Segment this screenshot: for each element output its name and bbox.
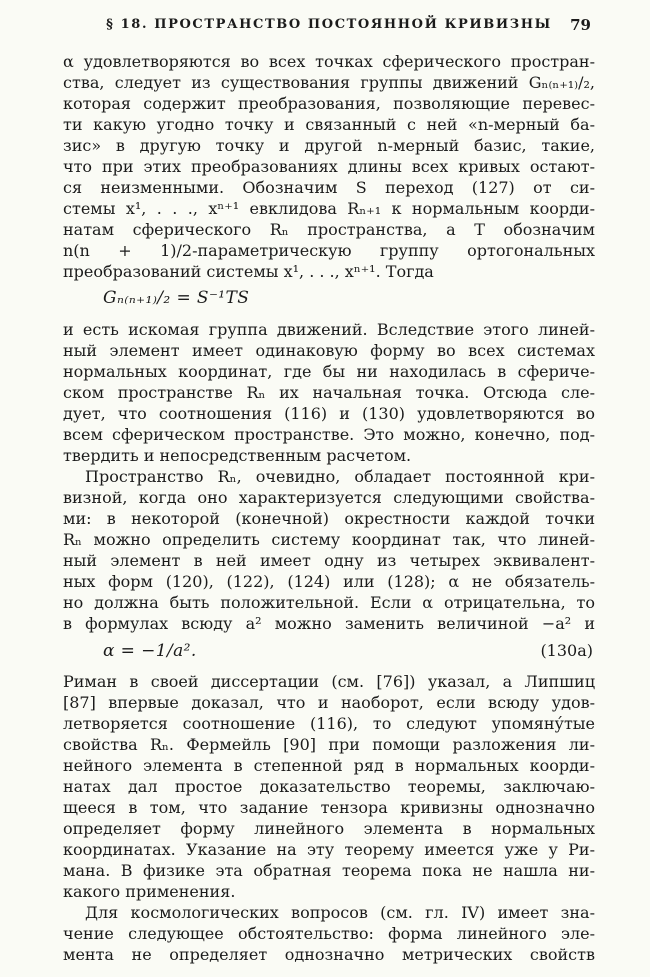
text-line: дует, что соотношения (116) и (130) удовлетворяются во xyxy=(63,404,595,423)
text-line: зис» в другую точку и другой n-мерный базис, такие, xyxy=(63,136,595,155)
text-line: чение следующее обстоятельство: форма линейного эле- xyxy=(63,924,595,943)
paragraph xyxy=(63,671,595,902)
text-line: нейного элемента в степенной ряд в нормальных коорди- xyxy=(63,756,595,775)
paragraph xyxy=(63,466,595,634)
equation-number: (130а) xyxy=(540,641,593,660)
text-line: нормальных координат, где бы ни находилась в сфериче- xyxy=(63,362,595,381)
text-line: всем сферическом пространстве. Это можно, конечно, под- xyxy=(63,425,595,444)
text-body xyxy=(63,51,595,965)
text-line: летворяется соотношение (116), то следуют упомяну́тые xyxy=(63,714,595,733)
running-head xyxy=(63,17,595,39)
formula-math: α = −1/a². xyxy=(103,641,197,661)
text-line: визной, когда оно характеризуется следующими свойства- xyxy=(63,488,595,507)
text-line: ный элемент в ней имеет одну из четырех эквивалент- xyxy=(63,551,595,570)
text-line: [87] впервые доказал, что и наоборот, если всюду удов- xyxy=(63,693,595,712)
page-number: 79 xyxy=(570,16,591,34)
text-line: Риман в своей диссертации (см. [76]) указал, а Липшиц xyxy=(63,672,595,691)
text-line: мента не определяет однозначно метрических свойств xyxy=(63,945,595,964)
text-line: что при этих преобразованиях длины всех кривых остают- xyxy=(63,157,595,176)
text-line: щееся в том, что задание тензора кривизны однозначно xyxy=(63,798,595,817)
text-line: мана. В физике эта обратная теорема пока не нашла ни- xyxy=(63,861,595,880)
text-line: Rₙ можно определить систему координат так, что линей- xyxy=(63,530,595,549)
text-line: какого применения. xyxy=(63,882,236,901)
text-line: свойства Rₙ. Фермейль [90] при помощи разложения ли- xyxy=(63,735,595,754)
paragraph xyxy=(63,319,595,466)
text-line: ском пространстве Rₙ их начальная точка. Отсюда сле- xyxy=(63,383,595,402)
text-line: натах дал простое доказательство теоремы, заключаю- xyxy=(63,777,595,796)
text-line: ся неизменными. Обозначим S переход (127) от си- xyxy=(63,178,595,197)
text-line: ных форм (120), (122), (124) или (128); α не обязатель- xyxy=(63,572,595,591)
paragraph xyxy=(63,902,595,965)
text-line: ти какую угодно точку и связанный с ней «n-мерный ба- xyxy=(63,115,595,134)
text-line: ный элемент имеет одинаковую форму во всех системах xyxy=(63,341,595,360)
text-line: в формулах всюду a² можно заменить величиной −a² и xyxy=(63,614,595,633)
text-line: твердить и непосредственным расчетом. xyxy=(63,446,412,465)
section-title: § 18. ПРОСТРАНСТВО ПОСТОЯННОЙ КРИВИЗНЫ xyxy=(106,17,552,32)
text-line: Пространство Rₙ, очевидно, обладает постоянной кри- xyxy=(85,467,595,486)
text-line: Для космологических вопросов (см. гл. IV) имеет зна- xyxy=(85,903,595,922)
text-line: но должна быть положительной. Если α отрицательна, то xyxy=(63,593,595,612)
text-line: преобразований системы x¹, . . ., xⁿ⁺¹. Тогда xyxy=(63,262,434,281)
text-line: ства, следует из существования группы движений Gₙ₍ₙ₊₁₎/₂, xyxy=(63,73,595,92)
text-line: и есть искомая группа движений. Вследствие этого линей- xyxy=(63,320,595,339)
text-line: n(n + 1)/2-параметрическую группу ортогональных xyxy=(63,241,595,260)
text-line: стемы x¹, . . ., xⁿ⁺¹ евклидова Rₙ₊₁ к нормальным коорди- xyxy=(63,199,595,218)
text-line: определяет форму линейного элемента в нормальных xyxy=(63,819,595,838)
display-formula xyxy=(63,640,595,664)
text-line: ми: в некоторой (конечной) окрестности каждой точки xyxy=(63,509,595,528)
text-line: натам сферического Rₙ пространства, а T обозначим xyxy=(63,220,595,239)
text-line: α удовлетворяются во всех точках сферического простран- xyxy=(63,52,595,71)
display-formula xyxy=(63,288,595,312)
text-line: координатах. Указание на эту теорему имеется уже у Ри- xyxy=(63,840,595,859)
formula-math: Gₙ₍ₙ₊₁₎/₂ = S⁻¹TS xyxy=(103,288,250,308)
text-line: которая содержит преобразования, позволяющие перевес- xyxy=(63,94,595,113)
paragraph xyxy=(63,51,595,282)
